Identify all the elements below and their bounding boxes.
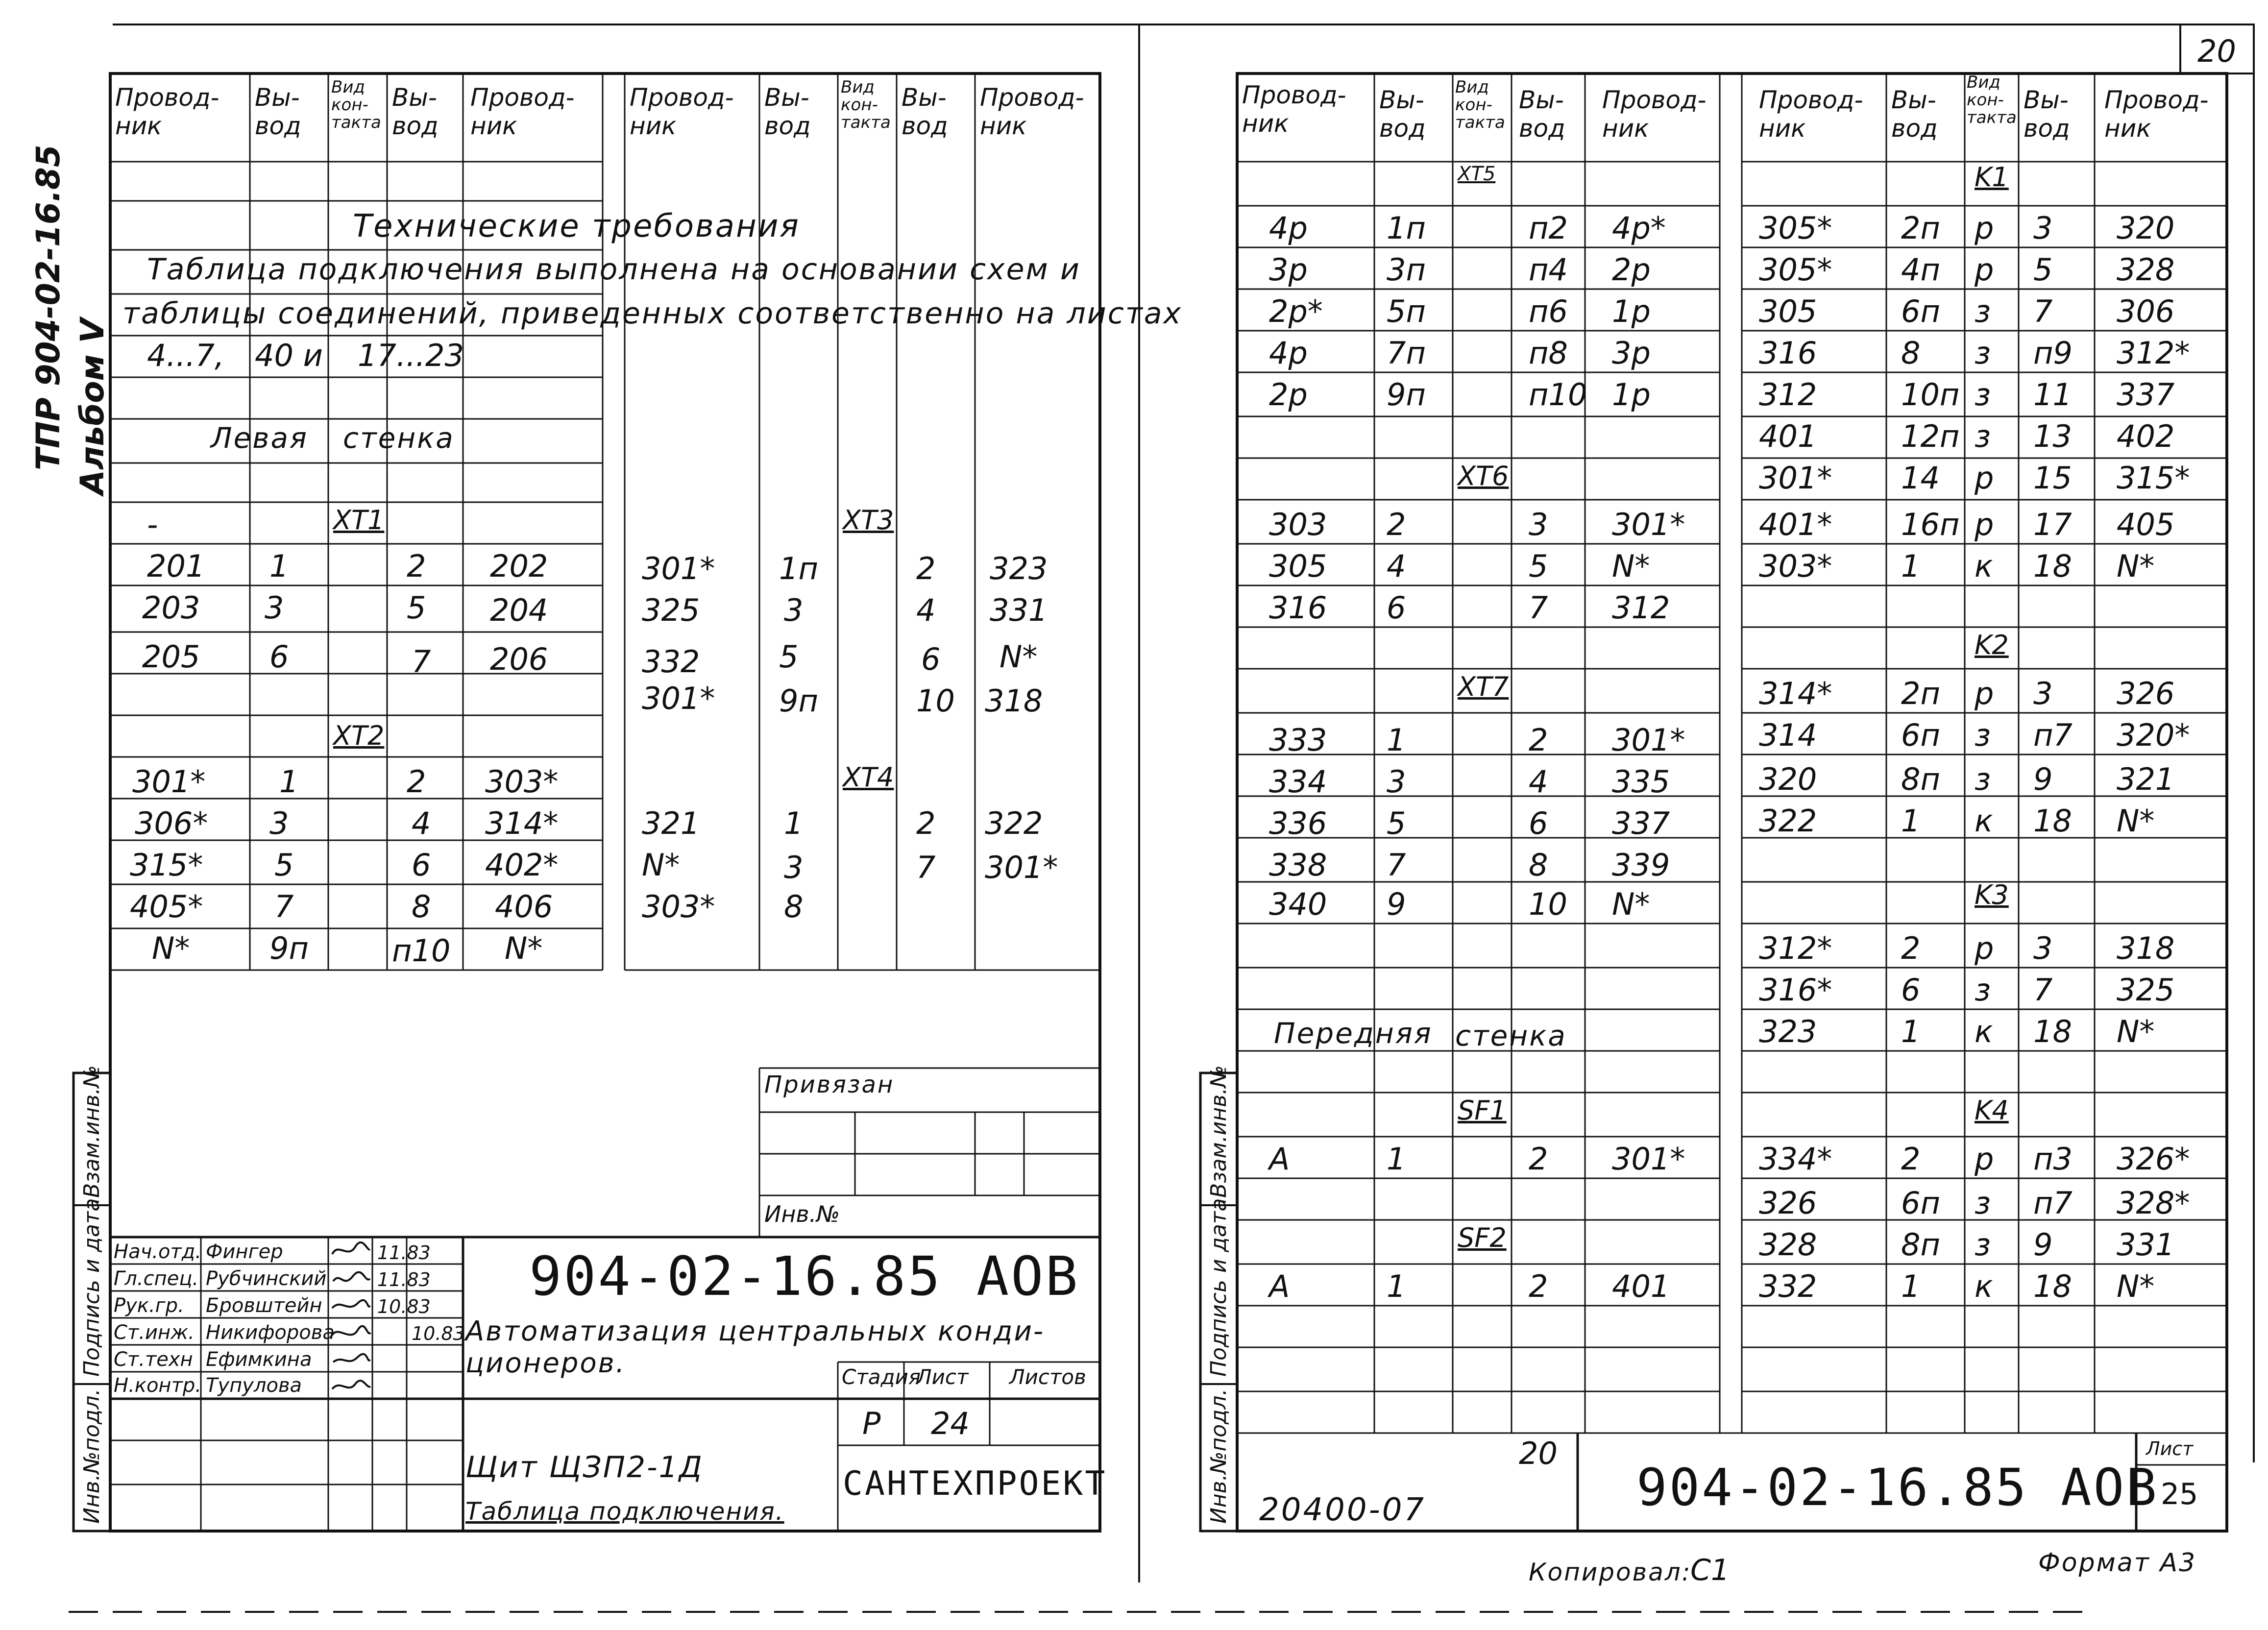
role-1: Нач.отд. bbox=[114, 1241, 202, 1263]
lists-header: Листов bbox=[1009, 1365, 1086, 1389]
label-xt3: XT3 bbox=[843, 505, 894, 535]
table-cell: 314 bbox=[1759, 717, 1817, 753]
table-cell: A bbox=[1269, 1268, 1290, 1304]
table-cell: з bbox=[1975, 1185, 1991, 1221]
table-cell: р bbox=[1975, 930, 1994, 966]
table-cell: 18 bbox=[2033, 1014, 2072, 1049]
table-cell: з bbox=[1975, 418, 1991, 454]
table-cell: 2 bbox=[1901, 1141, 1921, 1177]
requirements-line-2: таблицы соединений, приведенных соответственно на листах bbox=[122, 296, 1182, 331]
table-cell: 7 bbox=[2033, 972, 2053, 1008]
table-cell: 326 bbox=[1759, 1185, 1817, 1221]
table-cell: р bbox=[1975, 210, 1994, 246]
table-cell: 8п bbox=[1901, 761, 1940, 797]
table-cell: 14 bbox=[1901, 460, 1940, 496]
name-5: Ефимкина bbox=[206, 1348, 312, 1371]
table-cell: 2р bbox=[1269, 377, 1308, 413]
table-cell: 18 bbox=[2033, 548, 2072, 584]
table-cell: 326* bbox=[2117, 1141, 2190, 1177]
table-cell: 2 bbox=[1529, 722, 1548, 758]
list-header: Лист bbox=[916, 1365, 969, 1389]
right-list-header: Лист bbox=[2146, 1438, 2194, 1460]
table-cell: 301* bbox=[1759, 460, 1832, 496]
table-cell: 3 bbox=[1529, 507, 1548, 542]
label-xt7: XT7 bbox=[1458, 671, 1509, 702]
table-cell: 1 bbox=[1901, 1014, 1921, 1049]
table-cell: 4п bbox=[1901, 252, 1940, 288]
right-strip-label-3: Инв.№подл. bbox=[1206, 1388, 1231, 1524]
table-cell: 17 bbox=[2033, 507, 2072, 542]
header-conductor: Провод-ник bbox=[630, 83, 734, 140]
table-cell: 5 bbox=[1529, 548, 1548, 584]
label-sf2: SF2 bbox=[1458, 1222, 1507, 1253]
table-cell: 303 bbox=[1269, 507, 1327, 542]
label-k4: K4 bbox=[1975, 1095, 2009, 1126]
date-4: 10.83 bbox=[412, 1323, 465, 1344]
doc-code: 904-02-16.85 АОВ bbox=[529, 1245, 1080, 1308]
table-cell: 6 bbox=[1387, 590, 1406, 626]
role-6: Н.контр. bbox=[114, 1374, 201, 1397]
table-cell: 305* bbox=[1759, 210, 1832, 246]
table-cell: р bbox=[1975, 252, 1994, 288]
table-cell: 2п bbox=[1901, 676, 1940, 711]
table-cell: 10п bbox=[1901, 377, 1960, 413]
header-conductor-2: Провод-ник bbox=[1602, 86, 1707, 143]
table-cell: 325 bbox=[2117, 972, 2175, 1008]
table-cell: 12п bbox=[1901, 418, 1960, 454]
table-cell: 328* bbox=[2117, 1185, 2190, 1221]
table-cell: 4 bbox=[1529, 764, 1548, 800]
wall-left-a: Левая bbox=[211, 421, 308, 455]
table-cell: 4р bbox=[1269, 210, 1308, 246]
table-cell: 7 bbox=[1387, 847, 1406, 883]
archive-number: 20400-07 bbox=[1259, 1492, 1426, 1528]
table-cell: к bbox=[1975, 1268, 1993, 1304]
role-4: Ст.инж. bbox=[114, 1321, 195, 1344]
header-terminal: Вы-вод bbox=[255, 83, 301, 140]
table-cell: 332 bbox=[1759, 1268, 1817, 1304]
table-cell: 2 bbox=[1529, 1268, 1548, 1304]
table-cell: 9 bbox=[2033, 761, 2053, 797]
table-cell: з bbox=[1975, 335, 1991, 371]
table-cell: п9 bbox=[2033, 335, 2073, 371]
table-cell: 11 bbox=[2033, 377, 2072, 413]
right-strip-label-1: Взам.инв.№ bbox=[1206, 1065, 1231, 1198]
table-cell: 3 bbox=[2033, 210, 2053, 246]
table-cell: 312 bbox=[1759, 377, 1817, 413]
table-cell: 4р bbox=[1269, 335, 1308, 371]
header-terminal-2: Вы-вод bbox=[1519, 86, 1565, 143]
table-cell: 305 bbox=[1269, 548, 1327, 584]
table-cell: 337 bbox=[2117, 377, 2175, 413]
table-cell: 320 bbox=[2117, 210, 2175, 246]
table-cell: к bbox=[1975, 548, 1993, 584]
header-conductor-2: Провод-ник bbox=[980, 83, 1084, 140]
table-cell: 6 bbox=[1901, 972, 1921, 1008]
table-cell: 328 bbox=[2117, 252, 2175, 288]
table-cell: 3р bbox=[1269, 252, 1308, 288]
table-cell: 301* bbox=[1612, 722, 1685, 758]
label-xt2: XT2 bbox=[333, 720, 385, 751]
shield-title: Щит ЩЗП2-1Д bbox=[465, 1450, 704, 1484]
table-cell: 4р* bbox=[1612, 210, 1666, 246]
table-cell: 4 bbox=[1387, 548, 1406, 584]
table-cell: 3р bbox=[1612, 335, 1651, 371]
header-terminal: Вы-вод bbox=[764, 83, 811, 140]
table-cell: 405 bbox=[2117, 507, 2175, 542]
table-cell: п3 bbox=[2033, 1141, 2073, 1177]
table-cell: 6п bbox=[1901, 293, 1940, 329]
table-cell: 3 bbox=[2033, 930, 2053, 966]
table-cell: к bbox=[1975, 1014, 1993, 1049]
copied-label: Копировал: bbox=[1529, 1558, 1692, 1586]
table-cell: 6п bbox=[1901, 717, 1940, 753]
table-cell: 338 bbox=[1269, 847, 1327, 883]
table-cell: 1 bbox=[1901, 548, 1921, 584]
table-cell: 2 bbox=[1387, 507, 1406, 542]
header-terminal: Вы-вод bbox=[1379, 86, 1426, 143]
table-cell: 18 bbox=[2033, 803, 2072, 839]
table-cell: N* bbox=[1612, 548, 1650, 584]
table-cell: р bbox=[1975, 1141, 1994, 1177]
table-cell: 5 bbox=[2033, 252, 2053, 288]
page-number: 20 bbox=[2197, 33, 2236, 69]
table-cell: 1 bbox=[1901, 1268, 1921, 1304]
table-cell: 10 bbox=[1529, 886, 1567, 922]
table-cell: 7 bbox=[2033, 293, 2053, 329]
table-cell: 312* bbox=[2117, 335, 2190, 371]
header-conductor: Провод-ник bbox=[1759, 86, 1863, 143]
table-cell: 7п bbox=[1387, 335, 1426, 371]
table-cell: 334 bbox=[1269, 764, 1327, 800]
table-cell: 7 bbox=[1529, 590, 1548, 626]
table-cell: 401 bbox=[1612, 1268, 1670, 1304]
table-cell: 303* bbox=[1759, 548, 1832, 584]
table-cell: 1п bbox=[1387, 210, 1426, 246]
shield-subtitle: Таблица подключения. bbox=[465, 1497, 784, 1526]
table-cell: 5 bbox=[1387, 805, 1406, 841]
table-cell: 316 bbox=[1269, 590, 1327, 626]
table-cell: 9 bbox=[2033, 1227, 2053, 1263]
table-cell: 13 bbox=[2033, 418, 2072, 454]
table-cell: 301* bbox=[1612, 1141, 1685, 1177]
table-cell: п4 bbox=[1529, 252, 1568, 288]
wall-left-b: стенка bbox=[343, 421, 455, 455]
table-cell: 306 bbox=[2117, 293, 2175, 329]
table-cell: п6 bbox=[1529, 293, 1568, 329]
org-name: САНТЕХПРОЕКТ bbox=[843, 1464, 1107, 1503]
table-cell: 2 bbox=[1901, 930, 1921, 966]
table-cell: A bbox=[1269, 1141, 1290, 1177]
privyazan-label: Привязан bbox=[764, 1071, 895, 1098]
table-cell: п7 bbox=[2033, 717, 2073, 753]
label-xt4: XT4 bbox=[843, 762, 894, 793]
table-cell: з bbox=[1975, 1227, 1991, 1263]
table-cell: 401* bbox=[1759, 507, 1832, 542]
header-conductor: Провод-ник bbox=[115, 83, 219, 140]
side-code: ТПР 904-02-16.85 bbox=[29, 145, 67, 470]
side-album: Альбом V bbox=[73, 318, 111, 495]
left-strip-label-2: Подпись и дата bbox=[79, 1198, 104, 1377]
table-cell: N* bbox=[2117, 1014, 2155, 1049]
table-cell: 5п bbox=[1387, 293, 1426, 329]
table-cell: 9 bbox=[1387, 886, 1406, 922]
date-3: 10.83 bbox=[377, 1296, 431, 1317]
table-cell: 316* bbox=[1759, 972, 1832, 1008]
header-contact-type: Вид кон-такта bbox=[331, 77, 381, 132]
table-cell: п2 bbox=[1529, 210, 1568, 246]
table-cell: 336 bbox=[1269, 805, 1327, 841]
table-cell: 6 bbox=[1529, 805, 1548, 841]
front-wall-a: Передняя bbox=[1274, 1017, 1433, 1050]
table-cell: 312 bbox=[1612, 590, 1670, 626]
table-cell: N* bbox=[2117, 548, 2155, 584]
label-xt6: XT6 bbox=[1458, 461, 1509, 491]
table-cell: 318 bbox=[2117, 930, 2175, 966]
table-cell: р bbox=[1975, 507, 1994, 542]
name-2: Рубчинский bbox=[206, 1267, 327, 1290]
date-1: 11.83 bbox=[377, 1242, 431, 1264]
table-cell: 320* bbox=[2117, 717, 2190, 753]
table-cell: 323 bbox=[1759, 1014, 1817, 1049]
table-cell: 2р bbox=[1612, 252, 1651, 288]
table-cell: N* bbox=[1612, 886, 1650, 922]
table-cell: к bbox=[1975, 803, 1993, 839]
label-xt1: XT1 bbox=[333, 505, 385, 535]
front-wall-b: стенка bbox=[1455, 1019, 1567, 1052]
table-cell: 15 bbox=[2033, 460, 2072, 496]
label-sf1: SF1 bbox=[1458, 1095, 1507, 1126]
table-cell: 8 bbox=[1901, 335, 1921, 371]
table-cell: 321 bbox=[2117, 761, 2175, 797]
table-cell: 402 bbox=[2117, 418, 2175, 454]
table-cell: 1 bbox=[1387, 1268, 1406, 1304]
dash-cell: - bbox=[147, 507, 158, 542]
format-label: Формат А3 bbox=[2038, 1548, 2197, 1578]
header-contact-type: Вид кон-такта bbox=[1967, 73, 2017, 127]
header-contact-type: Вид кон-такта bbox=[1455, 77, 1505, 132]
table-cell: п10 bbox=[1529, 377, 1587, 413]
name-6: Тупулова bbox=[206, 1374, 302, 1397]
table-cell: 305* bbox=[1759, 252, 1832, 288]
date-2: 11.83 bbox=[377, 1269, 431, 1290]
table-cell: 339 bbox=[1612, 847, 1670, 883]
table-cell: 337 bbox=[1612, 805, 1670, 841]
table-cell: 301* bbox=[1612, 507, 1685, 542]
table-cell: 1р bbox=[1612, 293, 1651, 329]
role-5: Ст.техн bbox=[114, 1348, 193, 1371]
signature-marks bbox=[328, 1237, 372, 1399]
table-cell: з bbox=[1975, 377, 1991, 413]
table-cell: 305 bbox=[1759, 293, 1817, 329]
table-cell: N* bbox=[2117, 803, 2155, 839]
header-terminal-2: Вы-вод bbox=[2024, 86, 2070, 143]
table-cell: з bbox=[1975, 972, 1991, 1008]
label-k3: K3 bbox=[1975, 879, 2009, 910]
table-cell: п8 bbox=[1529, 335, 1568, 371]
table-cell: п7 bbox=[2033, 1185, 2073, 1221]
left-strip-label-1: Взам.инв.№ bbox=[79, 1065, 104, 1198]
name-1: Фингер bbox=[206, 1241, 283, 1263]
table-cell: 312* bbox=[1759, 930, 1832, 966]
right-doc-code: 904-02-16.85 АОВ bbox=[1636, 1458, 2159, 1517]
header-terminal-2: Вы-вод bbox=[392, 83, 439, 140]
header-terminal: Вы-вод bbox=[1891, 86, 1938, 143]
doc-title-line-2: ционеров. bbox=[465, 1347, 626, 1379]
header-conductor: Провод-ник bbox=[1242, 81, 1346, 138]
table-cell: з bbox=[1975, 717, 1991, 753]
stage-value: Р bbox=[862, 1406, 881, 1441]
table-cell: 322 bbox=[1759, 803, 1817, 839]
table-cell: 314* bbox=[1759, 676, 1832, 711]
requirements-line-3b: 40 и bbox=[255, 338, 323, 373]
requirements-line-1: Таблица подключения выполнена на основании схем и bbox=[147, 252, 1081, 287]
left-strip-label-3: Инв.№подл. bbox=[79, 1388, 104, 1524]
table-cell: р bbox=[1975, 460, 1994, 496]
label-k1: K1 bbox=[1975, 162, 2009, 193]
table-cell: 331 bbox=[2117, 1227, 2175, 1263]
table-cell: 401 bbox=[1759, 418, 1817, 454]
table-cell: 315* bbox=[2117, 460, 2190, 496]
table-cell: 326 bbox=[2117, 676, 2175, 711]
table-cell: 1 bbox=[1387, 722, 1406, 758]
table-cell: 9п bbox=[1387, 377, 1426, 413]
requirements-title: Технические требования bbox=[353, 208, 800, 244]
stamp-number: 20 bbox=[1519, 1435, 1558, 1471]
table-cell: 334* bbox=[1759, 1141, 1832, 1177]
inv-no-label: Инв.№ bbox=[764, 1201, 840, 1227]
table-cell: з bbox=[1975, 761, 1991, 797]
name-4: Никифорова bbox=[206, 1321, 335, 1344]
table-cell: N* bbox=[2117, 1268, 2155, 1304]
header-contact-type: Вид кон-такта bbox=[841, 77, 891, 132]
name-3: Бровштейн bbox=[206, 1294, 322, 1317]
header-conductor-2: Провод-ник bbox=[470, 83, 575, 140]
table-cell: 333 bbox=[1269, 722, 1327, 758]
header-conductor-2: Провод-ник bbox=[2104, 86, 2209, 143]
table-cell: 1 bbox=[1901, 803, 1921, 839]
table-cell: 1р bbox=[1612, 377, 1651, 413]
table-cell: 6п bbox=[1901, 1185, 1940, 1221]
right-strip-label-2: Подпись и дата bbox=[1206, 1198, 1231, 1377]
requirements-line-3c: 17...23 bbox=[358, 338, 464, 373]
table-cell: 2 bbox=[1529, 1141, 1548, 1177]
role-2: Гл.спец. bbox=[114, 1267, 199, 1290]
table-cell: р bbox=[1975, 676, 1994, 711]
table-cell: 2п bbox=[1901, 210, 1940, 246]
header-terminal-2: Вы-вод bbox=[902, 83, 948, 140]
doc-title-line-1: Автоматизация центральных конди- bbox=[465, 1315, 1045, 1347]
table-cell: з bbox=[1975, 293, 1991, 329]
list-value: 24 bbox=[931, 1406, 970, 1441]
table-cell: 340 bbox=[1269, 886, 1327, 922]
table-cell: 328 bbox=[1759, 1227, 1817, 1263]
table-cell: 335 bbox=[1612, 764, 1670, 800]
label-k2: K2 bbox=[1975, 630, 2009, 660]
role-3: Рук.гр. bbox=[114, 1294, 184, 1317]
requirements-line-3a: 4...7, bbox=[147, 338, 224, 373]
table-cell: 1 bbox=[1387, 1141, 1406, 1177]
right-list-value: 25 bbox=[2161, 1477, 2198, 1511]
table-cell: 3 bbox=[1387, 764, 1406, 800]
table-cell: 3п bbox=[1387, 252, 1426, 288]
table-cell: 3 bbox=[2033, 676, 2053, 711]
stage-header: Стадия bbox=[842, 1365, 921, 1389]
table-cell: 8 bbox=[1529, 847, 1548, 883]
table-cell: 8п bbox=[1901, 1227, 1940, 1263]
table-cell: 16п bbox=[1901, 507, 1960, 542]
table-cell: 320 bbox=[1759, 761, 1817, 797]
label-xt5: XT5 bbox=[1458, 163, 1496, 185]
copied-signature: С1 bbox=[1690, 1553, 1730, 1587]
table-cell: 316 bbox=[1759, 335, 1817, 371]
table-cell: 18 bbox=[2033, 1268, 2072, 1304]
table-cell: 2р* bbox=[1269, 293, 1323, 329]
